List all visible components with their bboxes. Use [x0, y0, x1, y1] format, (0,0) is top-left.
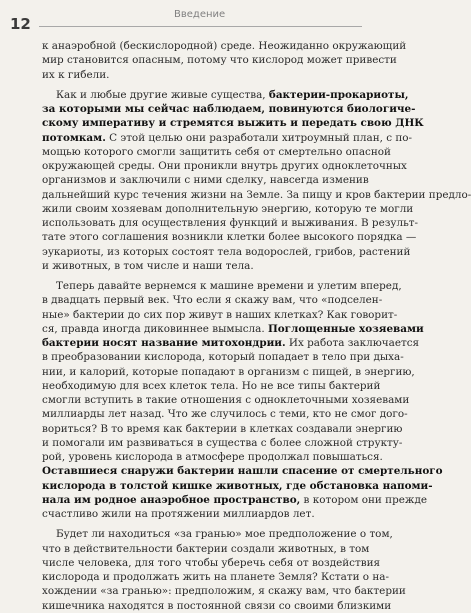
text-line: [42, 393, 410, 407]
text-line: [42, 527, 393, 541]
text-line: [42, 68, 368, 82]
text-run: числе человека, для того чтобы уберечь себя от воздействия: [42, 556, 381, 569]
text-run: рой, уровень кислорода в атмосфере продолжал повышаться.: [42, 451, 383, 463]
text-line: [42, 116, 424, 130]
text-run: нии, и калорий, которые попадают в организм с пищей, в энергию,: [42, 365, 415, 378]
paragraph: [42, 39, 407, 82]
text-line: [42, 216, 419, 230]
text-line: [42, 88, 409, 102]
text-line: [42, 322, 424, 336]
text-run: к анаэробной (бескислородной) среде. Неожиданно окружающий: [42, 40, 407, 52]
text-line: [42, 450, 383, 464]
bold-text-run: Оставшиеся снаружи бактерии нашли спасение от смертельного: [42, 465, 443, 478]
text-line: [42, 173, 368, 187]
text-line: [42, 336, 420, 350]
text-run: Как и любые другие живые существа,: [56, 88, 269, 101]
text-line: [42, 293, 383, 307]
text-run: и помогали им развиваться в существа с более сложной структу-: [42, 436, 403, 449]
text-line: [42, 556, 381, 570]
text-run: С этой целью они разработали хитроумный план, с по-: [105, 131, 413, 144]
text-run: счастливо жили на протяжении миллиардов лет.: [42, 508, 315, 520]
bold-text-run: бактерии-прокариоты,: [268, 88, 409, 101]
text-line: [42, 570, 389, 584]
text-line: [42, 365, 415, 379]
text-line: [42, 259, 368, 273]
text-line: [42, 230, 417, 244]
text-line: [42, 53, 397, 67]
text-line: [42, 131, 413, 145]
text-run: кислорода и продолжать жить на планете Земля? Кстати о на-: [42, 571, 389, 583]
text-run: в котором они прежде: [300, 493, 427, 506]
bold-text-run: за которыми мы сейчас наблюдаем, повинуются биологиче-: [42, 103, 416, 115]
paragraph: [42, 279, 443, 521]
text-line: [42, 584, 406, 598]
page-number: 12: [10, 15, 31, 33]
text-line: [42, 407, 408, 421]
text-run: смогли вступить в такие отношения с одноклеточными хозяевами: [42, 394, 410, 406]
text-run: ные» бактерии до сих пор живут в наших клетках? Как говорит-: [42, 308, 398, 321]
text-line: [42, 422, 403, 436]
text-line: [42, 479, 433, 493]
text-line: [42, 308, 398, 322]
text-line: [42, 464, 443, 478]
text-run: хождении «за гранью»: предположим, я скажу вам, что бактерии: [42, 585, 406, 598]
body-text: [42, 39, 471, 613]
text-run: миллиарды лет назад. Что же случилось с теми, кто не смог дого-: [42, 408, 408, 421]
text-run: Их работа заключается: [285, 337, 420, 349]
text-run: тате этого соглашения возникли клетки более высокого порядка —: [42, 231, 417, 244]
text-run: мощью которого смогли защитить себя от смертельно опасной: [42, 145, 391, 158]
text-run: вориться? В то время как бактерии в клетках создавали энергию: [42, 422, 403, 435]
bold-text-run: скому императиву и стремятся выжить и передать свою ДНК: [42, 117, 424, 130]
text-line: [42, 145, 391, 159]
text-run: жили своим хозяевам дополнительную энергию, которую те могли: [42, 202, 414, 215]
bold-text-run: бактерии носят название митохондрии.: [42, 337, 286, 349]
text-line: [42, 350, 404, 364]
paragraph: [42, 527, 406, 613]
header-rule: [39, 26, 362, 27]
text-run: Будет ли находиться «за гранью» мое предположение о том,: [56, 528, 393, 541]
bold-text-run: кислорода в толстой кишке животных, где обстановка напоми-: [42, 479, 433, 492]
text-run: эукариоты, из которых состоят тела водорослей, грибов, растений: [42, 245, 411, 258]
text-line: [42, 202, 414, 216]
text-run: Теперь давайте вернемся к машине времени и улетим вперед,: [56, 280, 402, 292]
bold-text-run: Поглощенные хозяевами: [267, 322, 424, 335]
text-run: дальнейший курс течения жизни на Земле. За пищу и кров бактерии предло-: [42, 188, 471, 201]
text-line: [42, 507, 368, 521]
text-run: организмов и заключили с ними сделку, навсегда изменив: [42, 174, 369, 187]
bold-text-run: потомкам.: [42, 131, 106, 144]
text-line: [42, 245, 411, 259]
text-line: [42, 599, 392, 613]
text-run: что в действительности бактерии создали животных, в том: [42, 542, 370, 555]
text-line: [42, 188, 471, 202]
text-run: ся, правда иногда диковиннее вымысла.: [42, 322, 268, 335]
text-line: [42, 542, 368, 556]
paragraph: [42, 88, 471, 273]
text-line: [42, 279, 402, 293]
text-run: в двадцать первый век. Что если я скажу вам, что «подселен-: [42, 294, 383, 307]
text-line: [42, 436, 403, 450]
text-run: в преобразовании кислорода, который попадает в тело при дыха-: [42, 351, 404, 364]
text-run: необходимую для всех клеток тела. Но не все типы бактерий: [42, 379, 381, 392]
running-header: Введение: [174, 9, 226, 20]
bold-text-run: нала им родное анаэробное пространство,: [42, 493, 301, 506]
text-line: [42, 39, 407, 53]
text-line: [42, 159, 407, 173]
text-run: окружающей среды. Они проникли внутрь других одноклеточных: [42, 160, 407, 172]
text-run: и животных, в том числе и наши тела.: [42, 259, 254, 272]
text-run: кишечника находятся в постоянной связи со своими близкими: [42, 599, 392, 612]
text-line: [42, 102, 416, 116]
text-run: их к гибели.: [42, 68, 110, 81]
text-line: [42, 493, 427, 507]
text-run: использовать для осуществления функций и выживания. В результ-: [42, 217, 419, 229]
text-line: [42, 379, 381, 393]
text-run: мир становится опасным, потому что кислород может привести: [42, 54, 397, 67]
